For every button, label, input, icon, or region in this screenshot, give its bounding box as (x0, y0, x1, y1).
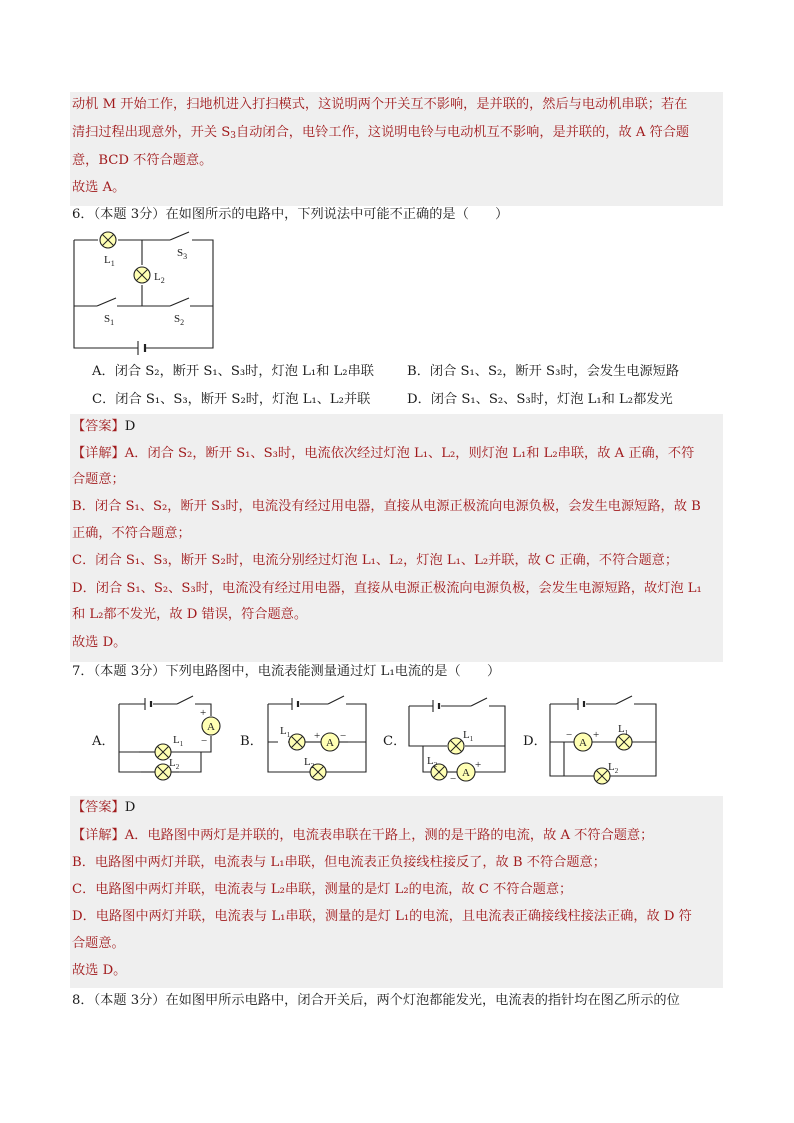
q5-line2 (72, 123, 689, 143)
svg-text:+: + (200, 707, 207, 719)
ammeter-label: A (326, 737, 334, 749)
q5-line3: 意，BCD 不符合题意。 (72, 153, 213, 168)
q7-detail-4: D．电路图中两灯并联，电流表与 L₁串联，测量的是灯 L₁的电流，且电流表正确接线柱接法正确，故 D 符 (72, 909, 692, 924)
q7-stem: 7．（本题 3分）下列电路图中，电流表能测量通过灯 L₁电流的是（ ） (72, 664, 501, 679)
q6-option-d: D．闭合 S₁、S₂、S₃时，灯泡 L₁和 L₂都发光 (407, 392, 673, 407)
q7-circuit-d (546, 690, 661, 790)
q5-line2-post: 自动闭合，电铃工作，这说明电铃与电动机互不影响，是并联的，故 A 符合题 (236, 125, 690, 140)
svg-text:L1: $L_1$ (618, 723, 629, 737)
answer-tag: 【答案】 (72, 419, 125, 434)
q7-fig-label-c: C． (383, 734, 407, 749)
q6-circuit-diagram (70, 228, 220, 356)
detail-text: A．闭合 S₂，断开 S₁、S₃时，电流依次经过灯泡 L₁、L₂，则灯泡 L₁和 L₂串联，故 A 正确，不符 (124, 446, 695, 461)
detail-text: A．电路图中两灯是并联的，电流表串联在干路上，测的是干路的电流，故 A 不符合题意； (124, 828, 654, 843)
q5-choose: 故选 A。 (72, 180, 126, 195)
q7-circuit-b (264, 694, 374, 784)
svg-text:L2: $L_2$ (608, 761, 619, 775)
q6-detail-7: 和 L₂都不发光，故 D 错误，符合题意。 (72, 607, 308, 622)
label-S3: $S_3$ (177, 247, 188, 261)
q7-fig-label-b: B． (240, 734, 263, 749)
detail-tag: 【详解】 (72, 828, 125, 843)
ammeter-label: A (462, 767, 470, 779)
q6-answer (72, 417, 135, 437)
svg-text:−: − (201, 735, 208, 747)
q6-detail-4: 正确，不符合题意； (72, 526, 191, 541)
svg-text:−: − (566, 729, 573, 741)
ammeter-label: A (207, 721, 215, 733)
q7-detail-3: C．电路图中两灯并联，电流表与 L₂串联，测量的是灯 L₂的电流，故 C 不符合题意； (72, 882, 573, 897)
q7-fig-label-a: A． (92, 734, 115, 749)
q6-detail-6: D．闭合 S₁、S₂、S₃时，电流没有经过用电器，直接从电源正极流向电源负极，会发生电源短路，故灯泡 L₁ (72, 581, 702, 596)
svg-text:L2: $L_2$ (304, 756, 315, 770)
svg-text:+: + (593, 729, 600, 741)
q6-option-b: B．闭合 S₁、S₂，断开 S₃时，会发生电源短路 (407, 364, 680, 379)
svg-text:−: − (340, 730, 347, 742)
q6-detail-3: B．闭合 S₁、S₂，断开 S₃时，电流没有经过用电器，直接从电源正极流向电源负极，会发生电源短路，故 B (72, 499, 701, 514)
label-L2: $L_2$ (154, 271, 165, 285)
svg-text:−: − (450, 773, 457, 785)
q7-circuit-c (405, 694, 515, 784)
q6-choose: 故选 D。 (72, 635, 127, 650)
q5-line1: 动机 M 开始工作，扫地机进入打扫模式，这说明两个开关互不影响，是并联的，然后与电动机串联；若在 (72, 97, 688, 112)
q6-option-c: C．闭合 S₁、S₃，断开 S₂时，灯泡 L₁、L₂并联 (92, 392, 371, 407)
label-L1: $L_1$ (104, 254, 115, 268)
q7-choose: 故选 D。 (72, 963, 127, 978)
label-S2: $S_2$ (174, 313, 185, 327)
svg-text:L2: $L_2$ (427, 755, 438, 769)
ammeter-label: A (579, 737, 587, 749)
svg-text:L1: $L_1$ (173, 734, 184, 748)
answer-value: D (124, 800, 136, 815)
q5-line2-sub: 3 (230, 131, 237, 141)
label-S1: $S_1$ (104, 313, 115, 327)
q7-detail-5: 合题意。 (72, 936, 125, 951)
q6-stem: 6．（本题 3分）在如图所示的电路中，下列说法中可能不正确的是（ ） (72, 207, 509, 222)
answer-value: D (124, 419, 136, 434)
q6-detail-1 (72, 444, 694, 464)
q7-detail-2: B．电路图中两灯并联，电流表与 L₁串联，但电流表正负接线柱接反了，故 B 不符合题意； (72, 855, 606, 870)
svg-text:L1: $L_1$ (280, 725, 291, 739)
q6-detail-5: C．闭合 S₁、S₃，断开 S₂时，电流分别经过灯泡 L₁、L₂，灯泡 L₁、L₂并联，故 C 正确，不符合题意； (72, 553, 679, 568)
svg-text:+: + (475, 759, 482, 771)
q7-circuit-a (115, 694, 225, 784)
q7-detail-1 (72, 826, 653, 846)
q7-answer (72, 798, 135, 818)
detail-tag: 【详解】 (72, 446, 125, 461)
svg-text:L2: $L_2$ (169, 757, 180, 771)
svg-text:L1: $L_1$ (463, 729, 474, 743)
q8-stem: 8．（本题 3分）在如图甲所示电路中，闭合开关后，两个灯泡都能发光，电流表的指针均在图乙所示的位 (72, 993, 680, 1008)
q6-option-a: A．闭合 S₂，断开 S₁、S₃时，灯泡 L₁和 L₂串联 (92, 364, 374, 379)
answer-tag: 【答案】 (72, 800, 125, 815)
svg-text:+: + (314, 730, 321, 742)
q6-detail-2: 合题意； (72, 472, 125, 487)
q5-line2-pre: 清扫过程出现意外，开关 S (72, 125, 231, 140)
q7-fig-label-d: D． (523, 734, 547, 749)
